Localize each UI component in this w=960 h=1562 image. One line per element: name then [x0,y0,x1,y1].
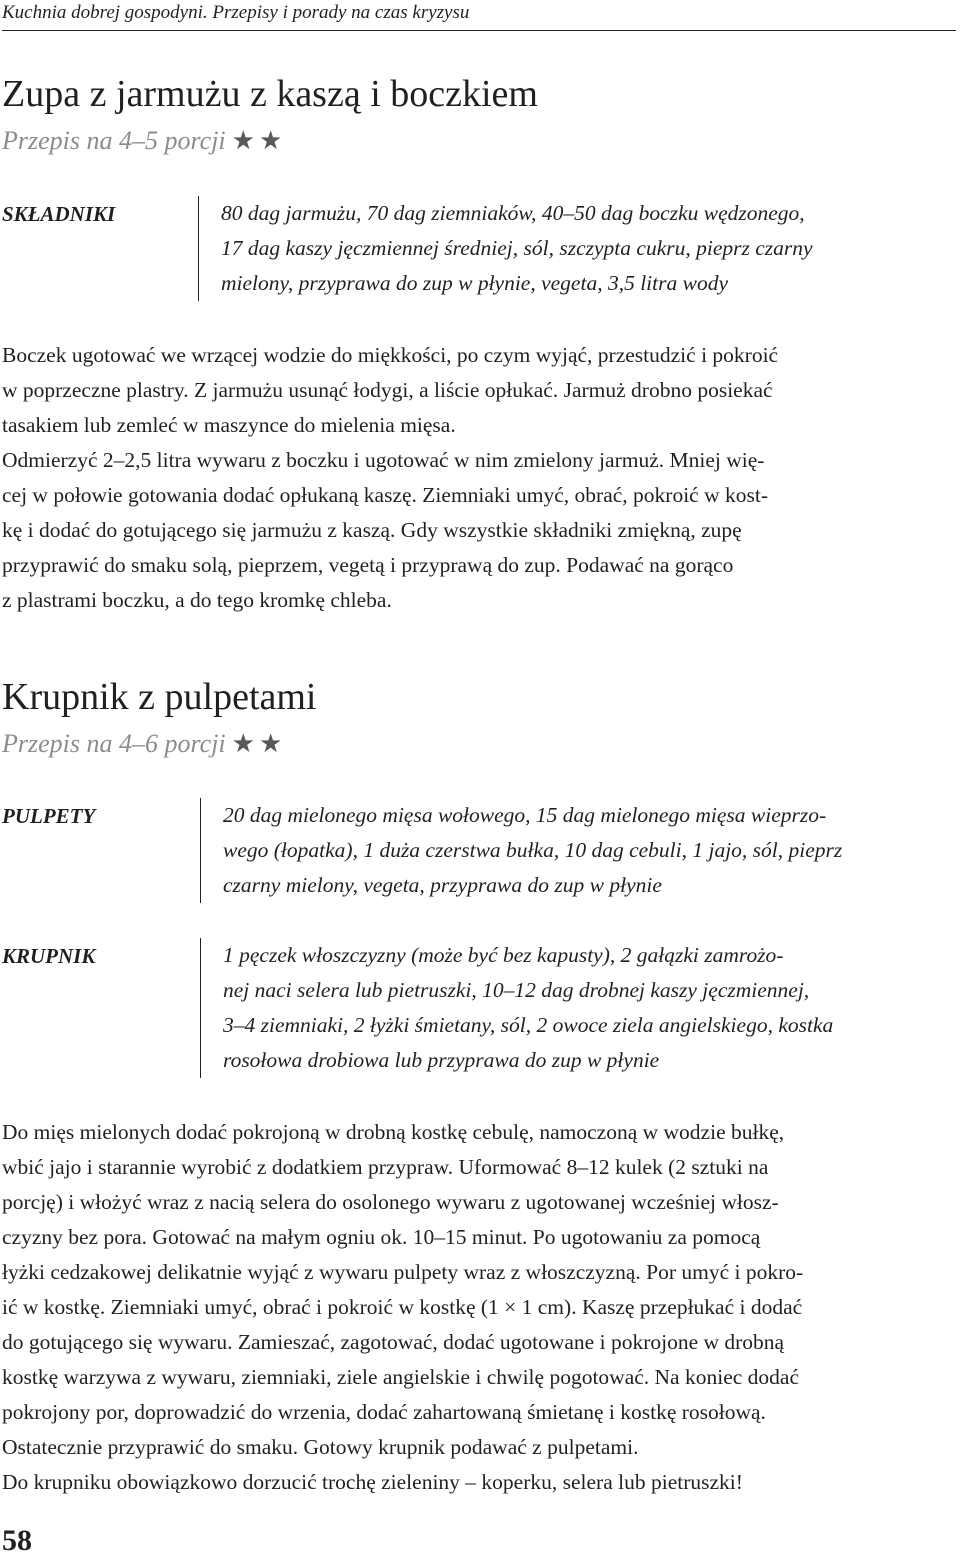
method-line: ić w kostkę. Ziemniaki umyć, obrać i pokroić w kostkę (1 × 1 cm). Kaszę przepłukać i dodać [2,1295,803,1319]
ingredient-line: 20 dag mielonego mięsa wołowego, 15 dag mielonego mięsa wieprzo- [223,803,827,827]
ingredient-list [198,196,960,301]
recipe-serves [2,729,286,759]
recipe-title: Zupa z jarmużu z kaszą i boczkiem [2,73,538,115]
recipe-title: Krupnik z pulpetami [2,676,317,718]
ingredient-line: rosołowa drobiowa lub przyprawa do zup w płynie [223,1048,660,1072]
serves-text: Przepis na 4–6 porcji [2,729,226,758]
ingredient-line: 3–4 ziemniaki, 2 łyżki śmietany, sól, 2 owoce ziela angielskiego, kostka [223,1013,834,1037]
ingredient-line: wego (łopatka), 1 duża czerstwa bułka, 10 dag cebuli, 1 jajo, sól, pieprz [223,838,843,862]
method-line: Do mięs mielonych dodać pokrojoną w drobną kostkę cebulę, namoczoną w wodzie bułkę, [2,1120,785,1144]
method-line: porcję) i włożyć wraz z nacią selera do osolonego wywaru z ugotowanej wcześniej włosz- [2,1190,779,1214]
ingredient-line: 17 dag kaszy jęczmiennej średniej, sól, szczypta cukru, pieprz czarny [221,236,813,260]
method-line: wbić jajo i starannie wyrobić z dodatkiem przypraw. Uformować 8–12 kulek (2 sztuki na [2,1155,769,1179]
ingredient-line: czarny mielony, vegeta, przyprawa do zup w płynie [223,873,662,897]
method-line: cej w połowie gotowania dodać opłukaną kaszę. Ziemniaki umyć, obrać, pokroić w kost- [2,483,769,507]
ingredient-list [200,798,960,903]
method-line: z plastrami boczku, a do tego kromkę chleba. [2,588,392,612]
difficulty-stars-icon: ★★ [231,729,287,758]
method-text [2,1115,954,1500]
difficulty-stars-icon: ★★ [231,126,287,155]
section-label-skladniki: SKŁADNIKI [2,202,116,226]
page-number: 58 [2,1524,32,1557]
method-text [2,338,954,618]
method-line: Boczek ugotować we wrzącej wodzie do miękkości, po czym wyjąć, przestudzić i pokroić [2,343,779,367]
method-line: pokrojony por, doprowadzić do wrzenia, dodać zahartowaną śmietanę i kostkę rosołową. [2,1400,766,1424]
section-label-krupnik: KRUPNIK [2,944,96,968]
method-line: kostkę warzywa z wywaru, ziemniaki, ziele angielskie i chwilę pogotować. Na koniec dodać [2,1365,799,1389]
ingredient-line: 1 pęczek włoszczyzny (może być bez kapusty), 2 gałązki zamrożo- [223,943,784,967]
section-label-pulpety: PULPETY [2,804,96,828]
method-line: Ostatecznie przyprawić do smaku. Gotowy krupnik podawać z pulpetami. [2,1435,639,1459]
method-line: kę i dodać do gotującego się jarmużu z kaszą. Gdy wszystkie składniki zmiękną, zupę [2,518,742,542]
method-line: Odmierzyć 2–2,5 litra wywaru z boczku i ugotować w nim zmielony jarmuż. Mniej wię- [2,448,765,472]
ingredient-list [200,938,960,1078]
method-line: łyżki cedzakowej delikatnie wyjąć z wywaru pulpety wraz z włoszczyzną. Por umyć i pokro- [2,1260,804,1284]
running-head: Kuchnia dobrej gospodyni. Przepisy i porady na czas kryzysu [2,0,956,31]
method-line: do gotującego się wywaru. Zamieszać, zagotować, dodać ugotowane i pokrojone w drobną [2,1330,785,1354]
method-line: w poprzeczne plastry. Z jarmużu usunąć łodygi, a liście opłukać. Jarmuż drobno posiekać [2,378,773,402]
ingredient-line: 80 dag jarmużu, 70 dag ziemniaków, 40–50 dag boczku wędzonego, [221,201,805,225]
recipe-serves [2,126,286,156]
method-line: przyprawić do smaku solą, pieprzem, vegetą i przyprawą do zup. Podawać na gorąco [2,553,734,577]
method-line: Do krupniku obowiązkowo dorzucić trochę zieleniny – koperku, selera lub pietruszki! [2,1470,743,1494]
serves-text: Przepis na 4–5 porcji [2,126,226,155]
ingredient-line: nej naci selera lub pietruszki, 10–12 dag drobnej kaszy jęczmiennej, [223,978,810,1002]
ingredient-line: mielony, przyprawa do zup w płynie, vegeta, 3,5 litra wody [221,271,728,295]
method-line: czyzny bez pora. Gotować na małym ogniu ok. 10–15 minut. Po ugotowaniu za pomocą [2,1225,761,1249]
method-line: tasakiem lub zemleć w maszynce do mielenia mięsa. [2,413,456,437]
